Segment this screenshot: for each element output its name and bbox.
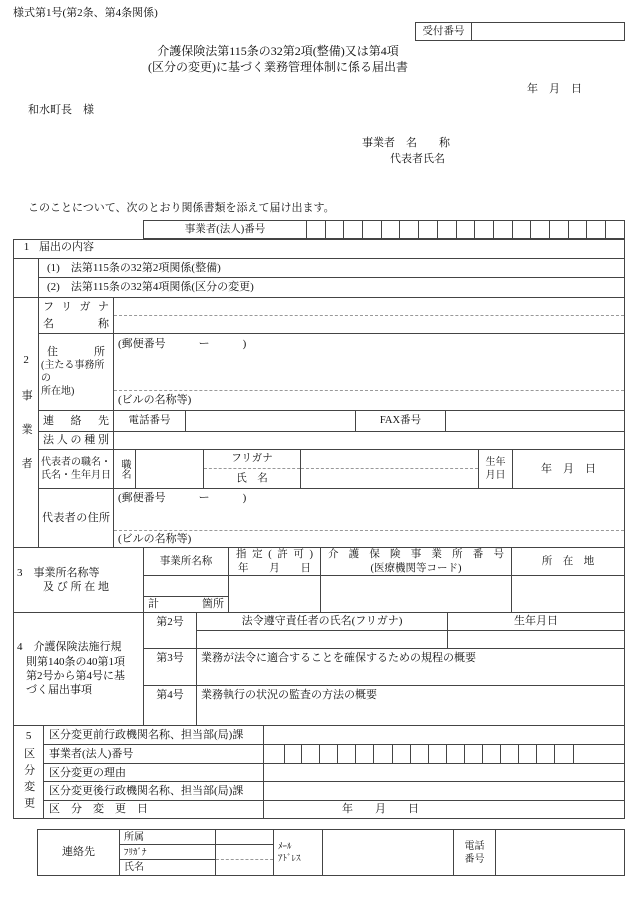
number-digit-cell[interactable]: [501, 745, 519, 763]
item-no4-label: 第4号: [144, 686, 197, 725]
office-number-header-line1: 介護保険事業所番号: [328, 548, 504, 560]
compliance-officer-name-header: 法令遵守責任者の氏名(フリガナ): [197, 613, 447, 631]
contact-tel-label-line1: 電話: [464, 840, 485, 852]
designation-date-header-line1: 指定(許可): [236, 548, 313, 560]
number-digit-cell[interactable]: [519, 745, 537, 763]
tel-field[interactable]: [186, 411, 356, 431]
operator-postal-code-field[interactable]: (郵便番号 ー ): [118, 338, 247, 350]
contact-label: 連絡先: [38, 830, 120, 875]
post-change-agency-label: 区分変更後行政機関名称、担当部(局)課: [44, 782, 264, 800]
operator-address-sub1: (主たる事務所の: [41, 360, 105, 385]
number-digit-cell[interactable]: [363, 221, 382, 238]
change-date-label: 区 分 変 更 日: [44, 801, 264, 818]
contact-table: [37, 829, 625, 876]
operator-furigana-label: フリガナ: [43, 301, 109, 313]
rep-furigana-field[interactable]: [301, 450, 478, 469]
section1-indent: [14, 259, 39, 297]
number-digit-cell[interactable]: [494, 221, 513, 238]
notification-item-1[interactable]: (1) 法第115条の32第2項関係(整備): [39, 259, 624, 278]
audit-method-field[interactable]: 業務執行の状況の監査の方法の概要: [201, 689, 377, 702]
compliance-officer-name-field[interactable]: [197, 631, 447, 648]
change-provider-number-label: 事業者(法人)番号: [44, 745, 264, 763]
rep-birth-label-line1: 生年: [485, 456, 506, 468]
compliance-officer-birth-field[interactable]: [448, 631, 624, 648]
number-digit-cell[interactable]: [382, 221, 401, 238]
rep-address-field[interactable]: [114, 507, 624, 530]
change-reason-label: 区分変更の理由: [44, 764, 264, 781]
section3-title-line2: 及 び 所 在 地: [43, 581, 109, 593]
change-date-field[interactable]: 年 月 日: [342, 803, 419, 815]
form-title-line1: 介護保険法第115条の32第2項(整備)又は第4項: [157, 44, 399, 58]
number-digit-cell[interactable]: [531, 221, 550, 238]
office-number-header-line2: (医療機関等コード): [370, 562, 462, 574]
number-digit-cell[interactable]: [438, 221, 457, 238]
section3: [14, 547, 624, 612]
rep-building-name-field[interactable]: (ビルの名称等): [114, 530, 624, 547]
contact-dept-field[interactable]: [216, 830, 273, 845]
intro-text: このことについて、次のとおり関係書類を添えて届け出ます。: [28, 202, 335, 214]
applicant-name-label: 事業者 名 称: [362, 137, 450, 149]
operator-address-sub2: 所在地): [41, 386, 75, 398]
receipt-number-box: [415, 22, 625, 41]
change-reason-field[interactable]: [264, 764, 624, 781]
compliance-officer-birth-header: 生年月日: [448, 613, 624, 631]
rep-birth-field[interactable]: 年 月 日: [541, 462, 596, 475]
total-label: 計: [148, 598, 159, 611]
section4-title-line1: 4 介護保険法施行規: [17, 641, 122, 654]
fax-label: FAX番号: [356, 411, 446, 431]
number-digit-cell[interactable]: [465, 745, 483, 763]
rep-birth-label-line2: 月日: [485, 469, 506, 481]
operator-name-field[interactable]: [114, 316, 624, 333]
receipt-number-field[interactable]: [472, 22, 625, 41]
office-name-header: 事業所名称: [144, 548, 229, 575]
contact-mail-label-line2: ｱﾄﾞﾚｽ: [278, 852, 301, 863]
contact-dept-label: 所属: [120, 830, 216, 845]
rep-post-label: 職名: [114, 450, 136, 489]
contact-mail-field[interactable]: [323, 830, 454, 875]
rep-label-line1: 代表者の職名・: [41, 456, 111, 468]
operator-contact-label: 連絡先: [39, 411, 114, 431]
designation-date-header-line2: 年 月 日: [238, 562, 311, 574]
rep-postal-code-field[interactable]: (郵便番号 ー ): [118, 492, 247, 505]
number-digit-cell[interactable]: [320, 745, 338, 763]
rep-label-line2: 氏名・生年月日: [41, 469, 111, 481]
number-digit-cell[interactable]: [569, 221, 588, 238]
provider-number-label: 事業者(法人)番号: [143, 220, 307, 239]
rep-furigana-label: フリガナ: [204, 450, 300, 469]
contact-name-label: 氏名: [120, 860, 216, 875]
notification-item-2[interactable]: (2) 法第115条の32第4項関係(区分の変更): [47, 281, 254, 293]
section1-number: 1: [23, 241, 30, 253]
number-digit-cell[interactable]: [587, 221, 606, 238]
number-digit-cell[interactable]: [475, 221, 494, 238]
number-digit-cell[interactable]: [457, 221, 476, 238]
contact-furigana-field[interactable]: [216, 845, 273, 860]
number-digit-cell[interactable]: [307, 221, 326, 238]
number-digit-cell[interactable]: [411, 745, 429, 763]
operator-furigana-field[interactable]: [114, 298, 624, 316]
contact-mail-label-line1: ﾒｰﾙ: [278, 840, 292, 851]
number-digit-cell[interactable]: [374, 745, 392, 763]
regulation-summary-field[interactable]: 業務が法令に適合することを確保するための規程の概要: [201, 651, 476, 664]
number-digit-cell[interactable]: [555, 745, 573, 763]
number-digit-cell[interactable]: [284, 745, 302, 763]
operator-name-label: 名称: [43, 318, 109, 330]
number-digit-cell[interactable]: [400, 221, 419, 238]
contact-name-field[interactable]: [216, 860, 273, 875]
number-digit-cell[interactable]: [606, 221, 625, 238]
section4-title-line4: づく届出事項: [26, 684, 92, 697]
number-digit-cell[interactable]: [393, 745, 411, 763]
addressee: 和水町長 様: [28, 104, 94, 116]
provider-number-row: [143, 220, 625, 239]
corp-type-label: 法人の種別: [39, 432, 114, 449]
office-number-field[interactable]: [321, 576, 512, 612]
contact-furigana-label: ﾌﾘｶﾞﾅ: [120, 845, 216, 860]
section4-title-line3: 第2号から第4号に基: [26, 670, 125, 682]
form-id: 様式第1号(第2条、第4条関係): [13, 7, 158, 19]
change-provider-number-grid[interactable]: [264, 745, 624, 763]
rep-post-field[interactable]: [136, 450, 204, 489]
main-table: [13, 239, 625, 819]
provider-number-grid[interactable]: [307, 220, 625, 239]
section5: [14, 725, 624, 818]
number-digit-cell[interactable]: [419, 221, 438, 238]
corp-type-field[interactable]: [114, 432, 624, 449]
number-digit-cell[interactable]: [513, 221, 532, 238]
number-digit-cell[interactable]: [302, 745, 320, 763]
section1: [14, 240, 624, 297]
operator-address-label: 住所: [47, 346, 105, 359]
total-unit-label: 箇所: [202, 598, 224, 611]
number-digit-cell[interactable]: [537, 745, 555, 763]
applicant-rep-label: 代表者氏名: [390, 153, 445, 165]
section2-number-vertical: 2事業者: [14, 298, 39, 547]
form-title: [0, 44, 556, 75]
tel-label: 電話番号: [114, 411, 186, 431]
operator-address-field[interactable]: [114, 354, 624, 390]
item-no2-label: 第2号: [144, 613, 197, 648]
office-location-field[interactable]: [512, 576, 624, 612]
section4: [14, 612, 624, 725]
section1-title: 届出の内容: [39, 241, 94, 253]
rep-name-label: 氏 名: [236, 472, 268, 484]
number-digit-cell[interactable]: [447, 745, 465, 763]
date-field[interactable]: 年 月 日: [527, 83, 582, 95]
post-change-agency-field[interactable]: [264, 782, 624, 800]
office-name-field[interactable]: [144, 576, 228, 597]
number-digit-cell[interactable]: [356, 745, 374, 763]
number-digit-cell[interactable]: [483, 745, 501, 763]
rep-name-field[interactable]: [301, 469, 478, 488]
pre-change-agency-label: 区分変更前行政機関名称、担当部(局)課: [44, 726, 264, 744]
item-no3-label: 第3号: [144, 649, 197, 686]
section3-title-line1: 3 事業所名称等: [17, 566, 100, 579]
contact-tel-field[interactable]: [496, 830, 624, 875]
pre-change-agency-field[interactable]: [264, 726, 624, 744]
number-digit-cell[interactable]: [344, 221, 363, 238]
section2: [14, 297, 624, 547]
rep-address-label: 代表者の住所: [42, 512, 110, 525]
operator-building-name-field[interactable]: (ビルの名称等): [114, 390, 624, 410]
section4-title-line2: 則第140条の40第1項: [26, 655, 125, 668]
contact-tel-label-line2: 番号: [464, 853, 485, 865]
number-digit-cell[interactable]: [550, 221, 569, 238]
location-header: 所 在 地: [541, 555, 595, 567]
form-title-line2: (区分の変更)に基づく業務管理体制に係る届出書: [148, 59, 408, 74]
number-digit-cell[interactable]: [338, 745, 356, 763]
receipt-number-label: 受付番号: [415, 22, 472, 41]
section5-number-vertical: 5区分変更: [14, 726, 44, 818]
number-digit-cell[interactable]: [429, 745, 447, 763]
designation-date-field[interactable]: [229, 576, 321, 612]
number-digit-cell[interactable]: [326, 221, 345, 238]
fax-field[interactable]: [446, 411, 624, 431]
